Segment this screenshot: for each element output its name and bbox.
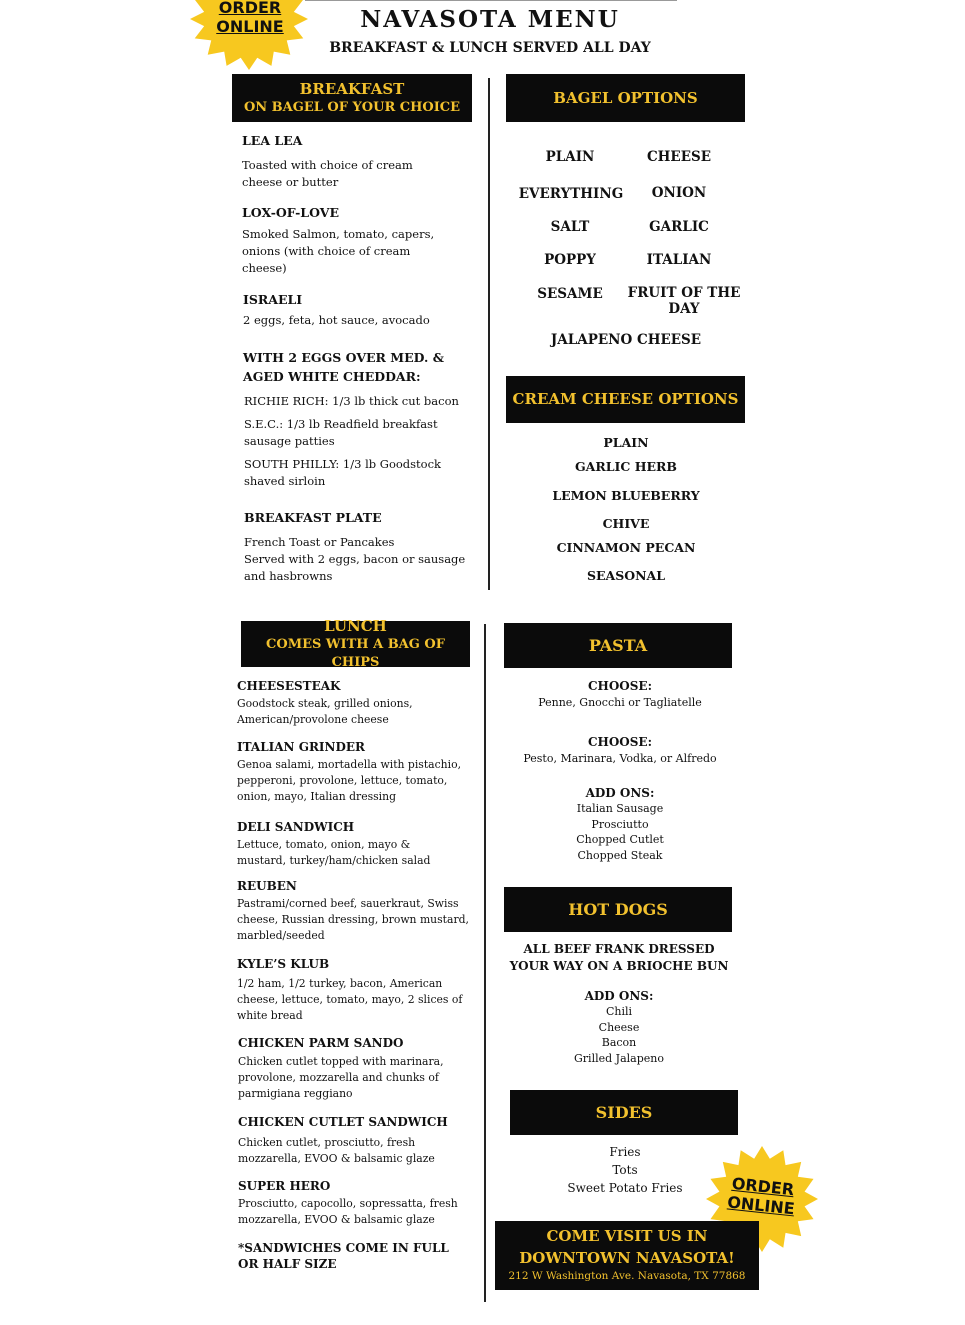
bagel-option: CHEESE (646, 149, 712, 165)
sandwich-size-note: *SANDWICHES COME IN FULL OR HALF SIZE (238, 1241, 449, 1271)
cream-cheese-option: LEMON BLUEBERRY (552, 488, 700, 503)
sides-banner: SIDES (510, 1090, 738, 1135)
item-name: CHEESESTEAK (237, 679, 341, 693)
lunch-banner: LUNCH COMES WITH A BAG OF CHIPS (241, 621, 470, 667)
address: 212 W Washington Ave. Navasota, TX 77868 (508, 1270, 746, 1282)
item-name: SUPER HERO (238, 1179, 331, 1193)
item-name: KYLE’S KLUB (237, 957, 330, 971)
bagel-option: ITALIAN (646, 252, 712, 268)
item-name: DELI SANDWICH (237, 820, 355, 834)
item-name: ISRAELI (243, 292, 303, 307)
item-name: BREAKFAST PLATE (244, 510, 382, 525)
item-desc: 1/2 ham, 1/2 turkey, bacon, American cheese, lettuce, tomato, mayo, 2 slices of white bread (237, 977, 463, 1022)
item-name: LEA LEA (242, 133, 303, 148)
item-name: CHICKEN CUTLET SANDWICH (238, 1115, 448, 1129)
item-desc: Served with 2 eggs, bacon or sausage and hasbrowns (244, 552, 466, 583)
bagel-option: ONION (651, 185, 707, 201)
item-desc: S.E.C.: 1/3 lb Readfield breakfast sausage patties (244, 417, 438, 448)
item-desc: Smoked Salmon, tomato, capers, onions (with choice of cream cheese) (242, 227, 435, 275)
pasta-section: CHOOSE: Penne, Gnocchi or Tagliatelle CHOOSE: Pesto, Marinara, Vodka, or Alfredo ADD ONS: Italian Sausage Prosciutto Chopped Cutlet Chopped Steak (523, 679, 717, 862)
sides-section: Fries Tots Sweet Potato Fries (567, 1145, 683, 1195)
pasta-banner: PASTA (504, 623, 732, 668)
cream-cheese-option: CINNAMON PECAN (556, 540, 696, 555)
bagel-option: JALAPENO CHEESE (550, 332, 702, 348)
item-name: LOX-OF-LOVE (242, 205, 339, 220)
item-desc: Pastrami/corned beef, sauerkraut, Swiss cheese, Russian dressing, brown mustard, marbled/seeded (237, 897, 469, 942)
top-rule (305, 0, 677, 1)
eggs-heading: WITH 2 EGGS OVER MED. & AGED WHITE CHEDDAR: (243, 350, 445, 384)
item-desc: 2 eggs, feta, hot sauce, avocado (243, 313, 430, 327)
item-name: CHICKEN PARM SANDO (238, 1036, 404, 1050)
item-desc: Chicken cutlet topped with marinara, provolone, mozzarella and chunks of parmigiana reggiano (238, 1055, 444, 1100)
item-name: ITALIAN GRINDER (237, 740, 366, 754)
item-name: REUBEN (237, 879, 297, 893)
hot-dogs-section: ALL BEEF FRANK DRESSED YOUR WAY ON A BRIOCHE BUN ADD ONS: Chili Cheese Bacon Grilled Jalapeno (509, 942, 729, 1065)
item-desc: French Toast or Pancakes (244, 535, 395, 549)
bagel-option: POPPY (544, 252, 596, 268)
cream-cheese-banner: CREAM CHEESE OPTIONS (506, 376, 745, 423)
cream-cheese-option: GARLIC HERB (575, 459, 677, 474)
column-divider-top (488, 78, 490, 590)
item-desc: Genoa salami, mortadella with pistachio, pepperoni, provolone, lettuce, tomato, onion, mayo, Italian dressing (237, 758, 461, 803)
bagel-option: PLAIN (545, 149, 595, 165)
visit-us-box: COME VISIT US IN DOWNTOWN NAVASOTA! 212 W Washington Ave. Navasota, TX 77868 (495, 1221, 759, 1290)
bagel-option: GARLIC (649, 219, 709, 235)
menu-subtitle: BREAKFAST & LUNCH SERVED ALL DAY (329, 40, 651, 56)
bagel-option: SESAME (537, 286, 603, 302)
item-desc: Toasted with choice of cream cheese or butter (242, 158, 413, 189)
cream-cheese-option: SEASONAL (586, 568, 666, 583)
menu-title: NAVASOTA MENU (360, 6, 620, 33)
bagel-option: SALT (550, 219, 590, 235)
item-desc: SOUTH PHILLY: 1/3 lb Goodstock shaved sirloin (244, 457, 442, 488)
order-online-link-bottom[interactable]: ORDER ONLINE (726, 1173, 796, 1219)
breakfast-banner: BREAKFAST ON BAGEL OF YOUR CHOICE (232, 74, 472, 122)
item-desc: Chicken cutlet, prosciutto, fresh mozzarella, EVOO & balsamic glaze (238, 1136, 435, 1165)
cream-cheese-option: PLAIN (603, 435, 649, 450)
item-desc: RICHIE RICH: 1/3 lb thick cut bacon (244, 394, 459, 408)
item-desc: Prosciutto, capocollo, sopressatta, fresh mozzarella, EVOO & balsamic glaze (238, 1197, 458, 1226)
bagel-options-banner: BAGEL OPTIONS (506, 74, 745, 122)
bagel-option: FRUIT OF THE DAY (627, 285, 741, 317)
bagel-option: EVERYTHING (518, 186, 624, 202)
item-desc: Goodstock steak, grilled onions, American/provolone cheese (237, 697, 413, 726)
item-desc: Lettuce, tomato, onion, mayo & mustard, turkey/ham/chicken salad (237, 838, 431, 867)
hot-dogs-banner: HOT DOGS (504, 887, 732, 932)
cream-cheese-option: CHIVE (602, 516, 650, 531)
column-divider-bottom (484, 624, 486, 1302)
order-online-link-top[interactable]: ORDER ONLINE (216, 0, 284, 36)
